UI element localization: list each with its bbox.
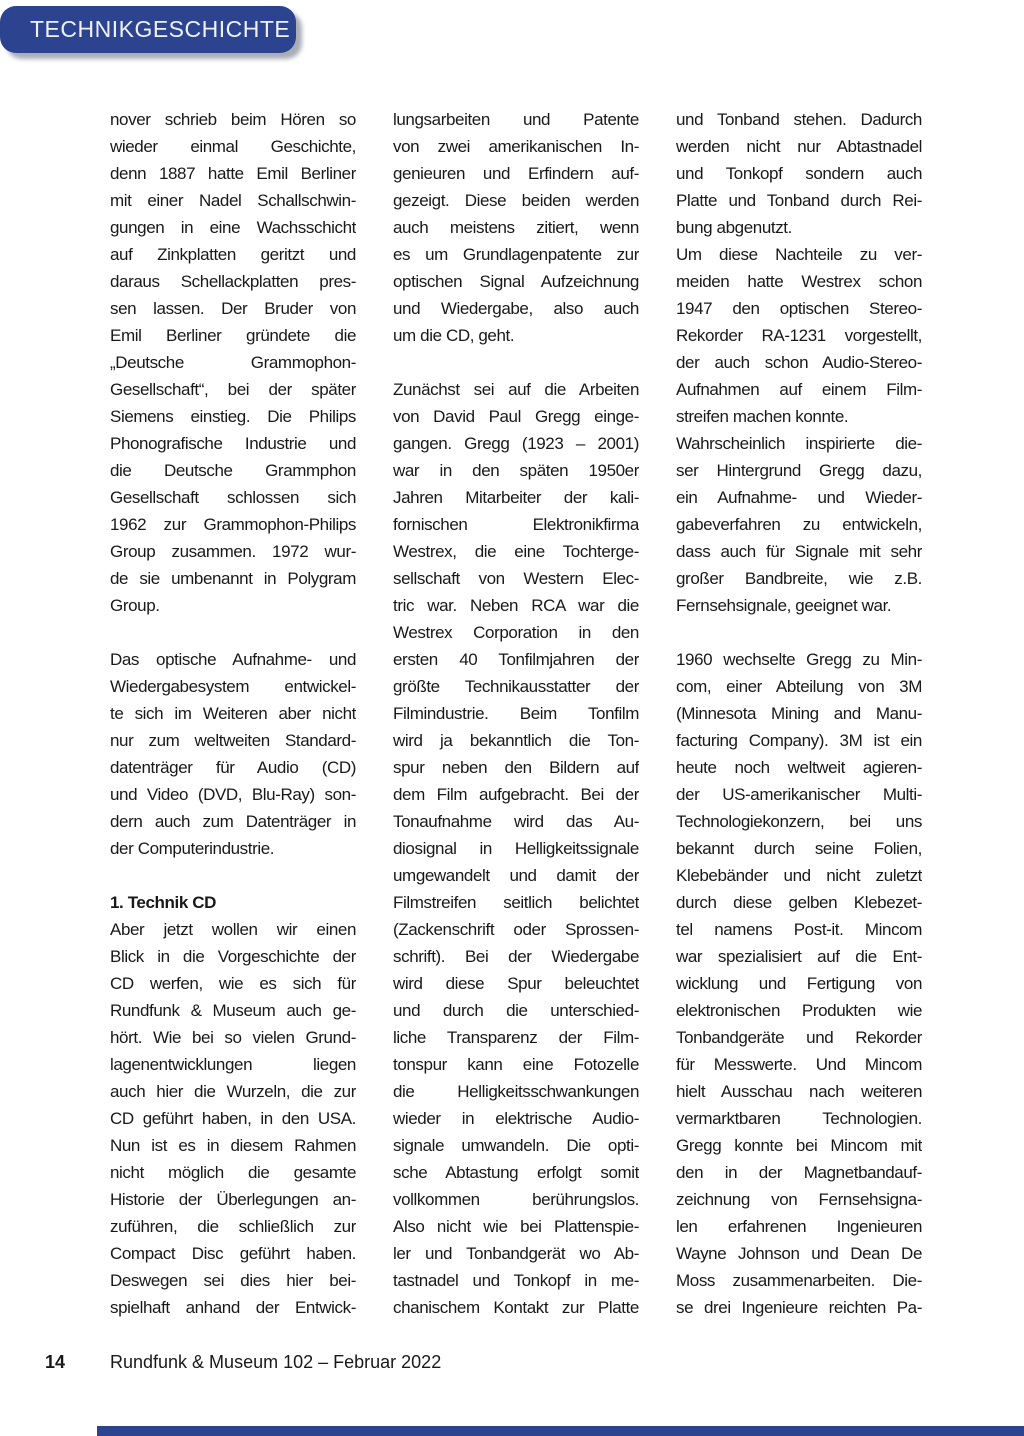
text-line: Gesellschaft“, bei der später xyxy=(110,380,356,399)
text-line: Rekorder RA-1231 vorgestellt, xyxy=(676,326,922,345)
text-line: 1962 zur Grammophon-Philips xyxy=(110,515,356,534)
text-line: gabeverfahren zu entwickeln, xyxy=(676,515,922,534)
text-line: Aufnahmen auf einem Film- xyxy=(676,380,922,399)
text-line: Tonbandgeräte und Rekorder xyxy=(676,1028,922,1047)
text-line: Nun ist es in diesem Rahmen xyxy=(110,1136,356,1155)
text-line: größte Technikausstatter der xyxy=(393,677,639,696)
text-line: (Zackenschrift oder Sprossen- xyxy=(393,920,639,939)
section-banner xyxy=(0,6,296,53)
text-line: zuführen, die schließlich zur xyxy=(110,1217,356,1236)
text-line: spielhaft anhand der Entwick- xyxy=(110,1298,356,1317)
paragraph xyxy=(110,646,356,862)
text-line: Compact Disc geführt haben. xyxy=(110,1244,356,1263)
text-line: diosignal in Helligkeitssignale xyxy=(393,839,639,858)
text-line: Westrex Corporation in den xyxy=(393,623,639,642)
text-line: Das optische Aufnahme- und xyxy=(110,650,356,669)
section-banner-label: TECHNIKGESCHICHTE xyxy=(30,16,291,42)
text-line: gungen in eine Wachsschicht xyxy=(110,218,356,237)
text-line: auch hier die Wurzeln, die zur xyxy=(110,1082,356,1101)
text-line: Also nicht wie bei Plattenspie- xyxy=(393,1217,639,1236)
paragraph-gap xyxy=(676,619,922,646)
paragraph xyxy=(110,916,356,1321)
text-line: tel namens Post-it. Mincom xyxy=(676,920,922,939)
text-line: auch meistens zitiert, wenn xyxy=(393,218,639,237)
text-line: nover schrieb beim Hören so xyxy=(110,110,356,129)
text-line: ersten 40 Tonfilmjahren der xyxy=(393,650,639,669)
text-line: bung abgenutzt. xyxy=(676,218,792,237)
text-line: meiden hatte Westrex schon xyxy=(676,272,922,291)
text-line: sche Abtastung erfolgt somit xyxy=(393,1163,639,1182)
text-line: vermarktbaren Technologien. xyxy=(676,1109,922,1128)
text-line: die Helligkeitsschwankungen xyxy=(393,1082,639,1101)
page-number: 14 xyxy=(45,1352,66,1372)
text-line: gezeigt. Diese beiden werden xyxy=(393,191,639,210)
text-line: Filmstreifen seitlich belichtet xyxy=(393,893,639,912)
paragraph xyxy=(676,430,922,619)
text-line: und Tonkopf sondern auch xyxy=(676,164,922,183)
text-line: Gregg konnte bei Mincom mit xyxy=(676,1136,922,1155)
text-line: te sich im Weiteren aber nicht xyxy=(110,704,356,723)
text-line: Group zusammen. 1972 wur- xyxy=(110,542,356,561)
footer-issue-text: Rundfunk & Museum 102 – Februar 2022 xyxy=(110,1352,442,1372)
text-line: 1947 den optischen Stereo- xyxy=(676,299,922,318)
text-line: Gesellschaft schlossen sich xyxy=(110,488,356,507)
text-line: großer Bandbreite, wie z.B. xyxy=(676,569,922,588)
text-line: Um diese Nachteile zu ver- xyxy=(676,245,922,264)
text-line: Rundfunk & Museum auch ge- xyxy=(110,1001,356,1020)
text-line: die Deutsche Grammphon xyxy=(110,461,356,480)
text-line: fornischen Elektronikfirma xyxy=(393,515,639,534)
text-line: der Computerindustrie. xyxy=(110,839,275,858)
text-line: Westrex, die eine Tochterge- xyxy=(393,542,639,561)
text-line: Platte und Tonband durch Rei- xyxy=(676,191,922,210)
text-line: datenträger für Audio (CD) xyxy=(110,758,356,777)
text-line: „Deutsche Grammophon- xyxy=(110,353,356,372)
text-line: Klebebänder und nicht zuletzt xyxy=(676,866,922,885)
paragraph xyxy=(393,106,639,349)
text-line: ser Hintergrund Gregg dazu, xyxy=(676,461,922,480)
text-line: signale umwandeln. Die opti- xyxy=(393,1136,639,1155)
text-line: wieder in elektrische Audio- xyxy=(393,1109,639,1128)
text-line: Filmindustrie. Beim Tonfilm xyxy=(393,704,639,723)
paragraph xyxy=(676,241,922,430)
text-line: liche Transparenz der Film- xyxy=(393,1028,639,1047)
paragraph-gap xyxy=(110,619,356,646)
text-line: bekannt durch seine Folien, xyxy=(676,839,922,858)
text-line: heute noch weltweit agieren- xyxy=(676,758,922,777)
text-line: Wayne Johnson und Dean De xyxy=(676,1244,922,1263)
text-line: se drei Ingenieure reichten Pa- xyxy=(676,1298,922,1317)
text-line: Moss zusammenarbeiten. Die- xyxy=(676,1271,922,1290)
text-line: und Wiedergabe, also auch xyxy=(393,299,639,318)
paragraph xyxy=(393,376,639,1321)
paragraph-gap xyxy=(393,349,639,376)
text-line: dern auch zum Datenträger in xyxy=(110,812,356,831)
text-line: dem Film aufgebracht. Bei der xyxy=(393,785,639,804)
text-line: lungsarbeiten und Patente xyxy=(393,110,639,129)
text-line: umgewandelt und damit der xyxy=(393,866,639,885)
paragraph xyxy=(110,106,356,619)
text-line: und durch die unterschied- xyxy=(393,1001,639,1020)
text-line: sellschaft von Western Elec- xyxy=(393,569,639,588)
text-line: Wahrscheinlich inspirierte die- xyxy=(676,434,922,453)
text-line: daraus Schellackplatten pres- xyxy=(110,272,356,291)
text-line: ler und Tonbandgerät wo Ab- xyxy=(393,1244,639,1263)
bottom-rule-bar xyxy=(97,1426,1024,1436)
text-line: denn 1887 hatte Emil Berliner xyxy=(110,164,356,183)
text-line: Phonografische Industrie und xyxy=(110,434,356,453)
text-line: Siemens einstieg. Die Philips xyxy=(110,407,356,426)
text-column-3 xyxy=(676,106,922,1321)
text-line: nur zum weltweiten Standard- xyxy=(110,731,356,750)
text-line: hielt Ausschau nach weiteren xyxy=(676,1082,922,1101)
text-line: den in der Magnetbandauf- xyxy=(676,1163,922,1182)
text-line: um die CD, geht. xyxy=(393,326,515,345)
text-line: CD geführt haben, in den USA. xyxy=(110,1109,356,1128)
text-line: tric war. Neben RCA war die xyxy=(393,596,639,615)
text-line: dass auch für Signale mit sehr xyxy=(676,542,922,561)
text-line: mit einer Nadel Schallschwin- xyxy=(110,191,356,210)
text-line: ein Aufnahme- und Wieder- xyxy=(676,488,922,507)
text-line: com, einer Abteilung von 3M xyxy=(676,677,922,696)
text-line: Technologiekonzern, bei uns xyxy=(676,812,922,831)
text-line: len erfahrenen Ingenieuren xyxy=(676,1217,922,1236)
paragraph xyxy=(676,646,922,1321)
text-line: der auch schon Audio-Stereo- xyxy=(676,353,922,372)
text-line: der US-amerikanischer Multi- xyxy=(676,785,922,804)
text-line: 1960 wechselte Gregg zu Min- xyxy=(676,650,922,669)
text-line: und Video (DVD, Blu-Ray) son- xyxy=(110,785,356,804)
text-line: Group. xyxy=(110,596,160,615)
text-column-2 xyxy=(393,106,639,1321)
text-line: auf Zinkplatten geritzt und xyxy=(110,245,356,264)
text-line: schrift). Bei der Wiedergabe xyxy=(393,947,639,966)
text-line: wird diese Spur beleuchtet xyxy=(393,974,639,993)
text-line: genieuren und Erfindern auf- xyxy=(393,164,639,183)
text-line: wieder einmal Geschichte, xyxy=(110,137,356,156)
text-line: vollkommen berührungslos. xyxy=(393,1190,639,1209)
text-line: war spezialisiert auf die Ent- xyxy=(676,947,922,966)
text-line: tastnadel und Tonkopf in me- xyxy=(393,1271,639,1290)
text-line: facturing Company). 3M ist ein xyxy=(676,731,922,750)
text-line: wicklung und Fertigung von xyxy=(676,974,922,993)
text-line: für Messwerte. Und Mincom xyxy=(676,1055,922,1074)
text-line: Emil Berliner gründete die xyxy=(110,326,356,345)
text-line: Jahren Mitarbeiter der kali- xyxy=(393,488,639,507)
text-line: Historie der Überlegungen an- xyxy=(110,1190,356,1209)
text-line: lagenentwicklungen liegen xyxy=(110,1055,356,1074)
text-line: Blick in die Vorgeschichte der xyxy=(110,947,356,966)
text-line: streifen machen konnte. xyxy=(676,407,849,426)
text-line: spur neben den Bildern auf xyxy=(393,758,639,777)
text-line: tonspur kann eine Fotozelle xyxy=(393,1055,639,1074)
section-heading xyxy=(110,889,356,916)
text-line: war in den späten 1950er xyxy=(393,461,639,480)
text-line: Fernsehsignale, geeignet war. xyxy=(676,596,892,615)
text-line: von zwei amerikanischen In- xyxy=(393,137,639,156)
text-line: und Tonband stehen. Dadurch xyxy=(676,110,922,129)
text-column-1 xyxy=(110,106,356,1321)
text-line: Wiedergabesystem entwickel- xyxy=(110,677,356,696)
text-line: Zunächst sei auf die Arbeiten xyxy=(393,380,639,399)
text-line: gangen. Gregg (1923 – 2001) xyxy=(393,434,639,453)
text-line: Tonaufnahme wird das Au- xyxy=(393,812,639,831)
page-footer xyxy=(0,1348,1024,1376)
text-line: durch diese gelben Klebezet- xyxy=(676,893,922,912)
text-line: nicht möglich die gesamte xyxy=(110,1163,356,1182)
text-line: Deswegen sei dies hier bei- xyxy=(110,1271,356,1290)
paragraph-gap xyxy=(110,862,356,889)
text-line: Aber jetzt wollen wir einen xyxy=(110,920,356,939)
text-line: sen lassen. Der Bruder von xyxy=(110,299,356,318)
text-line: de sie umbenannt in Polygram xyxy=(110,569,356,588)
paragraph xyxy=(676,106,922,241)
text-line: es um Grundlagenpatente zur xyxy=(393,245,639,264)
text-line: (Minnesota Mining and Manu- xyxy=(676,704,922,723)
text-line: zeichnung von Fernsehsigna- xyxy=(676,1190,922,1209)
text-line: optischen Signal Aufzeichnung xyxy=(393,272,639,291)
text-line: von David Paul Gregg einge- xyxy=(393,407,639,426)
text-line: chanischem Kontakt zur Platte xyxy=(393,1298,639,1317)
text-line: CD werfen, wie es sich für xyxy=(110,974,356,993)
text-line: 1. Technik CD xyxy=(110,893,216,912)
text-line: elektronischen Produkten wie xyxy=(676,1001,922,1020)
text-line: wird ja bekanntlich die Ton- xyxy=(393,731,639,750)
text-line: hört. Wie bei so vielen Grund- xyxy=(110,1028,356,1047)
text-line: werden nicht nur Abtastnadel xyxy=(676,137,922,156)
